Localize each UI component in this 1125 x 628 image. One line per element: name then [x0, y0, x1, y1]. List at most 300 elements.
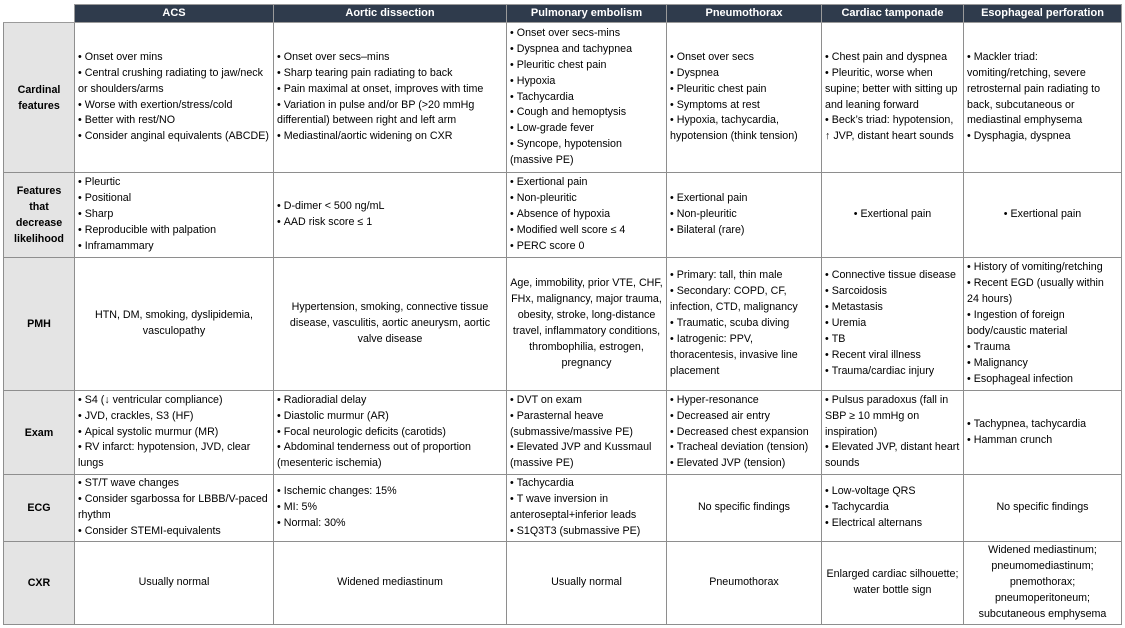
bullet-icon: • — [277, 409, 281, 422]
bullet-icon: • — [277, 441, 281, 454]
list-item-text: Mediastinal/aortic widening on CXR — [283, 130, 453, 143]
bullet-icon: • — [670, 82, 674, 95]
bullet-icon: • — [825, 516, 829, 529]
list-item — [670, 50, 818, 66]
bullet-icon: • — [510, 26, 514, 39]
bullet-icon: • — [967, 433, 971, 446]
bullet-list — [967, 417, 1118, 449]
list-item — [825, 50, 960, 66]
bullet-icon: • — [277, 501, 281, 514]
bullet-list — [670, 393, 818, 473]
list-item-text: MI: 5% — [283, 501, 318, 514]
bullet-list — [967, 50, 1118, 145]
row-header-pmh: PMH — [4, 258, 75, 391]
list-item — [825, 284, 960, 300]
list-item — [825, 440, 960, 472]
list-item — [78, 175, 270, 191]
list-item — [277, 98, 503, 130]
cell-text: Usually normal — [138, 576, 210, 589]
list-item — [670, 284, 818, 316]
bullet-icon: • — [825, 50, 829, 63]
list-item-text: Elevated JVP and Kussmaul (massive PE) — [510, 441, 652, 470]
list-item — [277, 82, 503, 98]
list-item — [78, 50, 270, 66]
bullet-list — [510, 476, 663, 540]
bullet-list — [510, 175, 663, 255]
list-item-text: Inframammary — [84, 239, 154, 252]
list-item-text: Low-voltage QRS — [831, 485, 916, 498]
cell-cxr-esophageal-perforation — [964, 542, 1122, 625]
list-item — [825, 316, 960, 332]
cell-text: Hypertension, smoking, connective tissue disease, vasculitis, aortic aneurysm, aortic valve disease — [289, 301, 491, 345]
list-item — [78, 239, 270, 255]
list-item — [510, 492, 663, 524]
list-item — [670, 425, 818, 441]
list-item-text: Cough and hemoptysis — [516, 106, 627, 119]
bullet-icon: • — [825, 114, 829, 127]
list-item — [510, 440, 663, 472]
list-item — [277, 425, 503, 441]
bullet-icon: • — [78, 493, 82, 506]
list-item — [967, 129, 1118, 145]
bullet-icon: • — [510, 477, 514, 490]
cell-text: Widened mediastinum; pneumomediastinum; pnemothorax; pneumoperitoneum; subcutaneous emphysema — [978, 544, 1107, 620]
list-item-text: Pleuritic chest pain — [676, 82, 767, 95]
bullet-icon: • — [670, 114, 674, 127]
bullet-icon: • — [277, 50, 281, 63]
bullet-list — [510, 26, 663, 169]
list-item-text: Trauma/cardiac injury — [831, 364, 935, 377]
bullet-icon: • — [825, 317, 829, 330]
list-item-text: Hypoxia — [516, 74, 556, 87]
list-item — [277, 393, 503, 409]
row-header-ecg: ECG — [4, 475, 75, 542]
bullet-icon: • — [967, 50, 971, 63]
col-header-cardiac-tamponade: Cardiac tamponade — [822, 5, 964, 23]
list-item — [670, 409, 818, 425]
bullet-icon: • — [670, 269, 674, 282]
bullet-icon: • — [670, 457, 674, 470]
list-item — [967, 308, 1118, 340]
list-item — [277, 215, 503, 231]
list-item-text: Recent EGD (usually within 24 hours) — [967, 277, 1104, 306]
list-item — [825, 113, 960, 145]
list-item-text: Hypoxia, tachycardia, hypotension (think tension) — [670, 114, 798, 143]
list-item — [510, 42, 663, 58]
cell-text: Usually normal — [551, 576, 622, 589]
bullet-list — [825, 484, 960, 532]
list-item-text: Hyper-resonance — [676, 393, 759, 406]
list-item — [510, 26, 663, 42]
list-item — [277, 484, 503, 500]
list-item — [967, 356, 1118, 372]
list-item-text: Electrical alternans — [831, 516, 923, 529]
list-item — [78, 207, 270, 223]
cell-decrease-likelihood-esophageal-perforation — [964, 173, 1122, 258]
list-item-text: Trauma — [973, 340, 1011, 353]
row-ecg — [4, 475, 1122, 542]
list-item — [967, 433, 1118, 449]
list-item-text: Apical systolic murmur (MR) — [84, 425, 219, 438]
list-item-text: T wave inversion in anteroseptal+inferior leads — [510, 493, 637, 521]
list-item-text: Parasternal heave (submassive/massive PE) — [510, 409, 633, 438]
bullet-icon: • — [967, 309, 971, 322]
cell-text: No specific findings — [996, 501, 1089, 514]
bullet-icon: • — [825, 393, 829, 406]
row-pmh — [4, 258, 1122, 391]
list-item — [825, 66, 960, 114]
list-item — [670, 268, 818, 284]
bullet-list — [277, 50, 503, 145]
bullet-icon: • — [510, 192, 514, 205]
bullet-icon: • — [510, 493, 514, 506]
list-item — [277, 409, 503, 425]
cell-ecg-aortic-dissection — [274, 475, 507, 542]
list-item-text: Normal: 30% — [283, 516, 346, 529]
list-item-text: Bilateral (rare) — [676, 223, 745, 236]
cell-cardinal-features-pulmonary-embolism — [507, 23, 667, 173]
cell-pmh-pneumothorax — [667, 258, 822, 391]
list-item — [967, 372, 1118, 388]
list-item — [825, 348, 960, 364]
list-item — [510, 105, 663, 121]
list-item — [277, 50, 503, 66]
list-item-text: Onset over secs–mins — [283, 50, 390, 63]
list-item-text: Decreased air entry — [676, 409, 771, 422]
bullet-icon: • — [510, 122, 514, 135]
bullet-list — [277, 199, 503, 231]
list-item-text: Pulsus paradoxus (fall in SBP ≥ 10 mmHg on inspiration) — [825, 393, 949, 438]
bullet-icon: • — [510, 90, 514, 103]
list-item — [825, 300, 960, 316]
list-item — [510, 223, 663, 239]
cell-text: Widened mediastinum — [337, 576, 443, 589]
list-item-text: Syncope, hypotension (massive PE) — [510, 138, 622, 167]
list-item — [825, 516, 960, 532]
chest-pain-differential-table-container — [3, 4, 1121, 625]
bullet-icon: • — [510, 106, 514, 119]
bullet-icon: • — [277, 200, 281, 213]
col-header-pneumothorax: Pneumothorax — [667, 5, 822, 23]
bullet-list — [78, 476, 270, 540]
cell-cardinal-features-aortic-dissection — [274, 23, 507, 173]
bullet-icon: • — [78, 192, 82, 205]
list-item — [510, 121, 663, 137]
bullet-icon: • — [510, 42, 514, 55]
bullet-icon: • — [510, 208, 514, 221]
list-item-text: ST/T wave changes — [84, 477, 180, 490]
list-item-text: Variation in pulse and/or BP (>20 mmHg differential) between right and left arm — [277, 98, 475, 127]
bullet-icon: • — [670, 66, 674, 79]
list-item — [277, 66, 503, 82]
list-item-text: Tachycardia — [831, 501, 889, 514]
list-item — [825, 500, 960, 516]
bullet-icon: • — [78, 409, 82, 422]
bullet-icon: • — [510, 441, 514, 454]
row-decrease-likelihood — [4, 173, 1122, 258]
list-item-text: Ischemic changes: 15% — [283, 485, 397, 498]
list-item-text: Esophageal infection — [973, 372, 1073, 385]
bullet-icon: • — [670, 223, 674, 236]
bullet-icon: • — [277, 98, 281, 111]
list-item — [967, 276, 1118, 308]
list-item-text: Recent viral illness — [831, 348, 921, 361]
cell-cxr-acs — [75, 542, 274, 625]
cell-cardinal-features-acs — [75, 23, 274, 173]
list-item — [670, 456, 818, 472]
bullet-icon: • — [670, 317, 674, 330]
cell-pmh-cardiac-tamponade — [822, 258, 964, 391]
bullet-icon: • — [670, 98, 674, 111]
list-item — [510, 239, 663, 255]
bullet-icon: • — [967, 261, 971, 274]
chest-pain-differential-table — [3, 4, 1122, 625]
bullet-icon: • — [825, 301, 829, 314]
bullet-icon: • — [277, 82, 281, 95]
bullet-icon: • — [670, 50, 674, 63]
list-item-text: Elevated JVP, distant heart sounds — [825, 441, 960, 470]
bullet-icon: • — [510, 138, 514, 151]
bullet-icon: • — [825, 501, 829, 514]
list-item — [670, 66, 818, 82]
list-item — [510, 90, 663, 106]
list-item — [510, 58, 663, 74]
list-item-text: Dyspnea — [676, 66, 719, 79]
list-item — [510, 207, 663, 223]
col-header-acs: ACS — [75, 5, 274, 23]
list-item — [78, 492, 270, 524]
col-header-pulmonary-embolism: Pulmonary embolism — [507, 5, 667, 23]
bullet-icon: • — [78, 66, 82, 79]
list-item — [825, 332, 960, 348]
list-item-text: Metastasis — [831, 301, 883, 314]
cell-ecg-pulmonary-embolism — [507, 475, 667, 542]
bullet-icon: • — [670, 208, 674, 221]
list-item — [78, 66, 270, 98]
bullet-list — [277, 484, 503, 532]
bullet-icon: • — [510, 524, 514, 537]
cell-exam-aortic-dissection — [274, 391, 507, 475]
list-item-text: Positional — [84, 192, 132, 205]
list-item-text: Reproducible with palpation — [84, 223, 217, 236]
list-item — [825, 393, 960, 441]
list-item-text: Beck’s triad: hypotension, ↑ JVP, distant heart sounds — [825, 114, 954, 143]
cell-ecg-cardiac-tamponade — [822, 475, 964, 542]
list-item-text: Mackler triad: vomiting/retching, severe retrosternal pain radiating to back, subcutaneous or mediastinal emphysema — [967, 50, 1101, 127]
list-item-text: Consider STEMI-equivalents — [84, 524, 221, 537]
list-item-text: Chest pain and dyspnea — [831, 50, 948, 63]
bullet-icon: • — [825, 485, 829, 498]
bullet-list — [825, 393, 960, 473]
bullet-list — [78, 50, 270, 145]
cell-decrease-likelihood-cardiac-tamponade — [822, 173, 964, 258]
list-item — [78, 129, 270, 145]
corner-cell — [4, 5, 75, 23]
cell-decrease-likelihood-aortic-dissection — [274, 173, 507, 258]
list-item-text: S4 (↓ ventricular compliance) — [84, 393, 223, 406]
row-header-cxr: CXR — [4, 542, 75, 625]
list-item-text: D-dimer < 500 ng/mL — [283, 200, 385, 213]
bullet-icon: • — [78, 425, 82, 438]
list-item — [78, 409, 270, 425]
list-item — [670, 82, 818, 98]
list-item-text: Sharp tearing pain radiating to back — [283, 66, 453, 79]
list-item — [670, 440, 818, 456]
list-item-text: Tachycardia — [516, 90, 574, 103]
cell-text: Age, immobility, prior VTE, CHF, FHx, malignancy, major trauma, obesity, stroke, long-distance travel, inflammatory conditions, thrombophilia, estrogen, pregnancy — [510, 277, 663, 369]
bullet-icon: • — [78, 50, 82, 63]
cell-text: No specific findings — [697, 501, 791, 514]
list-item — [670, 191, 818, 207]
list-item-text: History of vomiting/retching — [973, 261, 1103, 274]
list-item-text: PERC score 0 — [516, 239, 585, 252]
list-item-text: Sharp — [84, 208, 114, 221]
list-item-text: Malignancy — [973, 356, 1028, 369]
cell-decrease-likelihood-pulmonary-embolism — [507, 173, 667, 258]
list-item-text: Dyspnea and tachypnea — [516, 42, 633, 55]
list-item-text: Exertional pain — [516, 176, 588, 189]
bullet-icon: • — [825, 348, 829, 361]
bullet-icon: • — [825, 364, 829, 377]
list-item-text: TB — [831, 332, 846, 345]
bullet-icon: • — [670, 425, 674, 438]
list-item — [510, 74, 663, 90]
cell-pmh-pulmonary-embolism — [507, 258, 667, 391]
bullet-icon: • — [825, 285, 829, 298]
list-item — [670, 113, 818, 145]
bullet-icon: • — [78, 98, 82, 111]
list-item — [825, 364, 960, 380]
cell-ecg-pneumothorax — [667, 475, 822, 542]
cell-ecg-esophageal-perforation — [964, 475, 1122, 542]
row-header-decrease-likelihood: Features that decrease likelihood — [4, 173, 75, 258]
list-item-text: Secondary: COPD, CF, infection, CTD, malignancy — [670, 285, 798, 314]
cell-pmh-acs — [75, 258, 274, 391]
list-item-text: Uremia — [831, 317, 867, 330]
bullet-icon: • — [967, 130, 971, 143]
list-item-text: Primary: tall, thin male — [676, 269, 783, 282]
list-item — [78, 425, 270, 441]
bullet-icon: • — [510, 58, 514, 71]
bullet-icon: • — [825, 441, 829, 454]
list-item-text: Pleuritic chest pain — [516, 58, 607, 71]
list-item — [277, 129, 503, 145]
table-body — [4, 23, 1122, 625]
cell-text: HTN, DM, smoking, dyslipidemia, vasculopathy — [95, 309, 253, 337]
list-item-text: Focal neurologic deficits (carotids) — [283, 425, 446, 438]
cell-pmh-aortic-dissection — [274, 258, 507, 391]
cell-cardinal-features-pneumothorax — [667, 23, 822, 173]
list-item — [277, 516, 503, 532]
cell-text: Enlarged cardiac silhouette; water bottle sign — [826, 568, 959, 596]
bullet-icon: • — [825, 66, 829, 79]
col-header-aortic-dissection: Aortic dissection — [274, 5, 507, 23]
list-item-text: Symptoms at rest — [676, 98, 760, 111]
bullet-icon: • — [78, 114, 82, 127]
list-item — [78, 393, 270, 409]
list-item — [78, 476, 270, 492]
list-item-text: Pain maximal at onset, improves with time — [283, 82, 484, 95]
bullet-icon: • — [510, 409, 514, 422]
cell-cardinal-features-cardiac-tamponade — [822, 23, 964, 173]
list-item-text: Consider sgarbossa for LBBB/V-paced rhythm — [78, 493, 268, 521]
header-row — [4, 5, 1122, 23]
bullet-icon: • — [277, 66, 281, 79]
bullet-icon: • — [670, 285, 674, 298]
list-item-text: Non-pleuritic — [676, 208, 737, 221]
list-item — [78, 98, 270, 114]
list-item-text: Pleuritic, worse when supine; better with sitting up and leaning forward — [825, 66, 958, 111]
cell-decrease-likelihood-pneumothorax — [667, 173, 822, 258]
row-header-exam: Exam — [4, 391, 75, 475]
bullet-icon: • — [78, 393, 82, 406]
list-item-text: Onset over secs — [676, 50, 754, 63]
bullet-list — [510, 393, 663, 473]
list-item — [510, 191, 663, 207]
bullet-icon: • — [78, 524, 82, 537]
bullet-icon: • — [670, 409, 674, 422]
list-item-text: Modified well score ≤ 4 — [516, 223, 626, 236]
bullet-list — [78, 175, 270, 255]
bullet-icon: • — [825, 332, 829, 345]
bullet-icon: • — [670, 441, 674, 454]
cell-decrease-likelihood-acs — [75, 173, 274, 258]
bullet-icon: • — [967, 277, 971, 290]
cell-exam-cardiac-tamponade — [822, 391, 964, 475]
list-item — [510, 175, 663, 191]
row-exam — [4, 391, 1122, 475]
bullet-list — [825, 268, 960, 379]
cell-cxr-cardiac-tamponade — [822, 542, 964, 625]
list-item-text: AAD risk score ≤ 1 — [283, 216, 373, 228]
cell-exam-pneumothorax — [667, 391, 822, 475]
cell-cxr-pneumothorax — [667, 542, 822, 625]
list-item-text: Diastolic murmur (AR) — [283, 409, 389, 422]
list-item-text: Ingestion of foreign body/caustic material — [967, 309, 1068, 337]
cell-exam-pulmonary-embolism — [507, 391, 667, 475]
list-item-text: Worse with exertion/stress/cold — [84, 98, 233, 111]
cell-exam-acs — [75, 391, 274, 475]
bullet-icon: • — [825, 269, 829, 282]
bullet-icon: • — [510, 74, 514, 87]
bullet-list — [967, 260, 1118, 387]
list-item — [78, 440, 270, 472]
col-header-esophageal-perforation: Esophageal perforation — [964, 5, 1122, 23]
list-item-text: Exertional pain — [676, 192, 748, 205]
cell-text: Pneumothorax — [709, 576, 779, 589]
bullet-icon: • — [277, 425, 281, 438]
list-item-text: JVD, crackles, S3 (HF) — [84, 409, 194, 422]
bullet-icon: • — [670, 192, 674, 205]
bullet-icon: • — [78, 208, 82, 221]
list-item — [670, 207, 818, 223]
list-item-text: S1Q3T3 (submassive PE) — [516, 524, 641, 537]
list-item — [78, 191, 270, 207]
list-item — [277, 500, 503, 516]
list-item — [670, 223, 818, 239]
list-item — [967, 340, 1118, 356]
list-item-text: DVT on exam — [516, 393, 582, 406]
list-item-text: Tachypnea, tachycardia — [973, 417, 1087, 430]
list-item — [825, 268, 960, 284]
cell-exam-esophageal-perforation — [964, 391, 1122, 475]
bullet-list — [277, 393, 503, 473]
bullet-icon: • — [78, 130, 82, 143]
list-item-text: Better with rest/NO — [84, 114, 176, 127]
list-item — [510, 393, 663, 409]
bullet-icon: • — [277, 130, 281, 143]
list-item — [670, 98, 818, 114]
